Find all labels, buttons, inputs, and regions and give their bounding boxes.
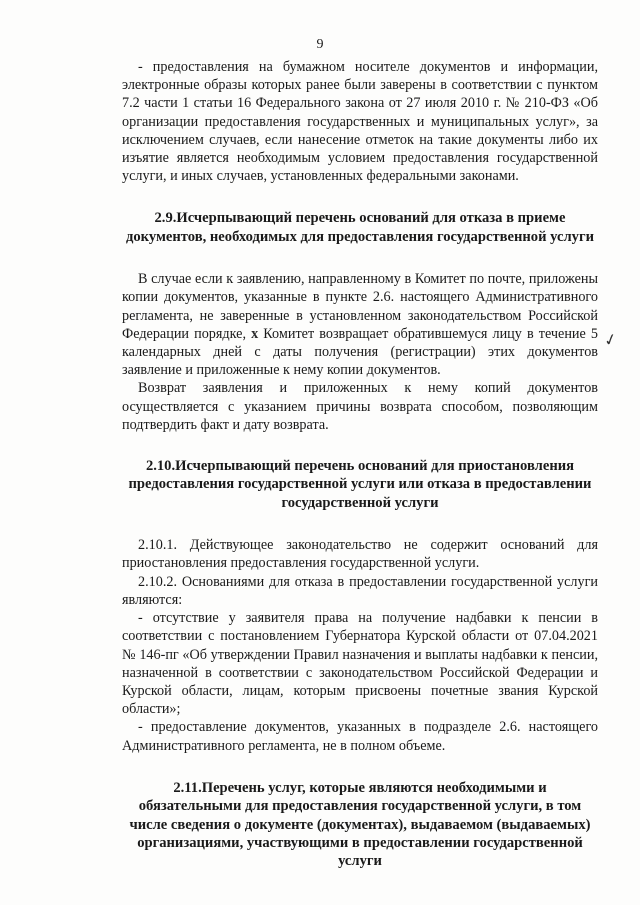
paragraph-2-10-2-item-1: - отсутствие у заявителя права на получение надбавки к пенсии в соответствии с постановлением Губернатора Курской области от 07.04.2021 № 146-пг «Об утверждении Правил назначения и выплаты надбавки к пенсии, назначенной в соответствии с законодательством Российской Федерации и Курской области, лицам, которым присвоены почетные звания Курской области»;: [122, 610, 598, 718]
page-number: 9: [316, 37, 324, 52]
paragraph-2-10-2-item-2: - предоставление документов, указанных в подразделе 2.6. настоящего Административного регламента, не в полном объеме.: [122, 719, 598, 754]
paragraph-intro-item: - предоставления на бумажном носителе документов и информации, электронные образы которых ранее были заверены в соответствии с пунктом 7.2 части 1 статьи 16 Федерального закона от 27 июля 2010 г. № 210-ФЗ «Об организации предоставления государственных и муниципальных услуг», за исключением случаев, если нанесение отметок на такие документы либо их изъятие является необходимым условием предоставления государственной услуги, и иных случаев, установленных федеральными законами.: [122, 59, 598, 185]
paragraph-2-9-return: [122, 270, 598, 379]
section-heading-2-11: 2.11.Перечень услуг, которые являются необходимыми и обязательными для предоставления государственной услуги, в том числе сведения о документе (документах), выдаваемом (выдаваемых) организациями, участвующими в предоставлении государственной услуги: [129, 779, 591, 870]
paragraph-2-10-2: 2.10.2. Основаниями для отказа в предоставлении государственной услуги являются:: [122, 573, 598, 608]
paragraph-2-9-return-part-1: В случае если к заявлению, направленному в Комитет по почте, приложены копии документов, указанные в пункте 2.6. настоящего Административного регламента, не заверенные в установленном законодательством Российской Федерации порядке,: [122, 271, 598, 342]
paragraph-2-9-return-part-2: Комитет возвращает обратившемуся лицу в течение 5 календарных дней с даты получения (регистрации) этих документов заявление и приложенные к нему копии документов.: [122, 325, 598, 379]
section-heading-2-9: 2.9.Исчерпывающий перечень оснований для отказа в приеме документов, необходимых для предоставления государственной услуги: [126, 210, 594, 245]
handwritten-strike-mark: х: [251, 325, 259, 342]
paragraph-2-10-1: 2.10.1. Действующее законодательство не содержит оснований для приостановления предоставления государственной услуги.: [122, 537, 598, 572]
paragraph-2-9-return-reason: Возврат заявления и приложенных к нему копий документов осуществляется с указанием причины возврата способом, позволяющим подтвердить факт и дату возврата.: [122, 380, 598, 433]
handwritten-checkmark-icon: ✓: [602, 330, 620, 351]
document-body: [122, 58, 598, 871]
section-heading-2-10: 2.10.Исчерпывающий перечень оснований для приостановления предоставления государственной услуги или отказа в предоставлении государственной услуги: [128, 458, 592, 511]
